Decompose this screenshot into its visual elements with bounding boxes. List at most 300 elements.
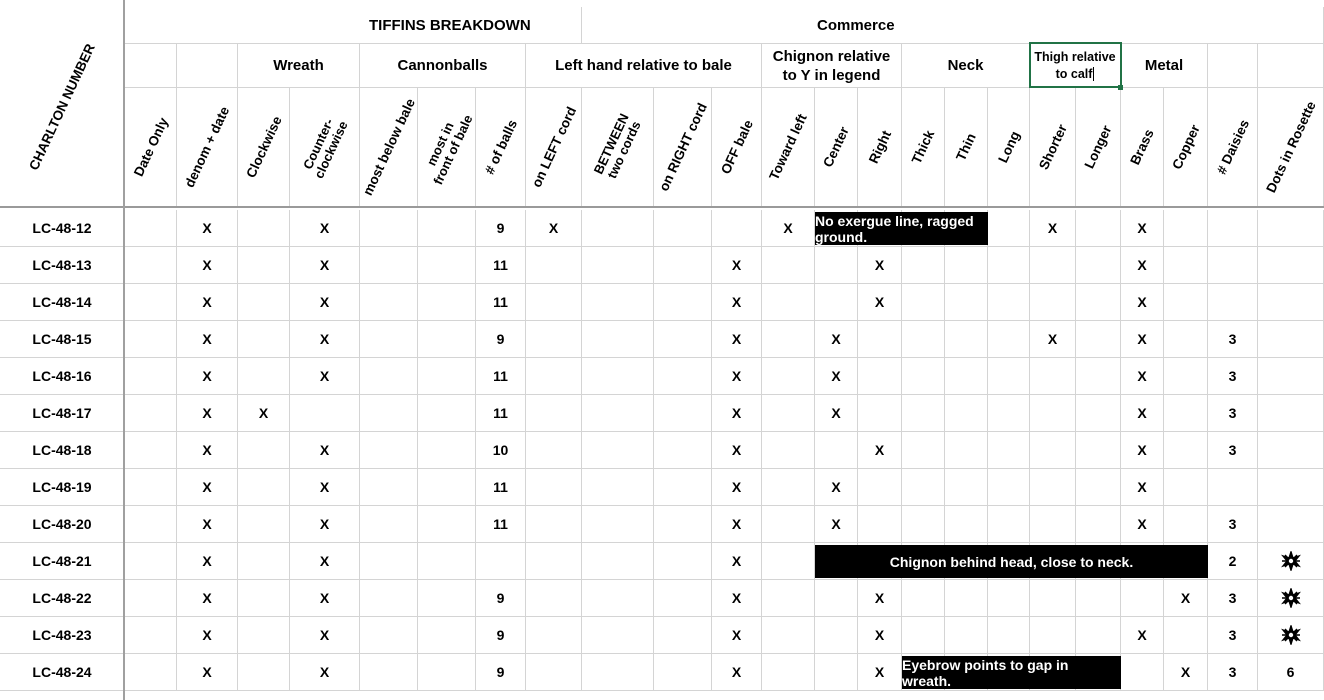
- data-cell[interactable]: [712, 247, 762, 284]
- data-cell[interactable]: [1208, 654, 1258, 691]
- data-cell[interactable]: [418, 654, 476, 691]
- data-cell[interactable]: [526, 247, 582, 284]
- data-cell[interactable]: [1208, 543, 1258, 580]
- data-cell[interactable]: [418, 432, 476, 469]
- data-cell[interactable]: [1121, 358, 1164, 395]
- data-cell[interactable]: [177, 210, 238, 247]
- data-cell[interactable]: [526, 358, 582, 395]
- data-cell[interactable]: [238, 395, 290, 432]
- data-cell[interactable]: [177, 506, 238, 543]
- data-cell[interactable]: [902, 617, 945, 654]
- column-header-8[interactable]: [582, 88, 654, 207]
- data-cell[interactable]: [526, 617, 582, 654]
- data-cell[interactable]: [712, 358, 762, 395]
- column-header-13[interactable]: [858, 88, 902, 207]
- data-cell[interactable]: [125, 469, 177, 506]
- data-cell[interactable]: [418, 247, 476, 284]
- data-cell[interactable]: [902, 247, 945, 284]
- data-cell[interactable]: [526, 432, 582, 469]
- group-header-left-hand[interactable]: [526, 44, 762, 88]
- data-cell[interactable]: [526, 284, 582, 321]
- data-cell[interactable]: [988, 506, 1030, 543]
- data-cell[interactable]: [1258, 284, 1324, 321]
- data-cell[interactable]: [238, 543, 290, 580]
- data-cell[interactable]: [582, 543, 654, 580]
- data-cell[interactable]: [1208, 580, 1258, 617]
- data-cell[interactable]: [1208, 617, 1258, 654]
- data-cell[interactable]: [762, 543, 815, 580]
- data-cell[interactable]: [1258, 654, 1324, 691]
- data-cell[interactable]: [988, 210, 1030, 247]
- data-cell[interactable]: [902, 432, 945, 469]
- data-cell[interactable]: [858, 506, 902, 543]
- data-cell[interactable]: [988, 284, 1030, 321]
- column-header-2[interactable]: [238, 88, 290, 207]
- data-cell[interactable]: [1076, 580, 1121, 617]
- data-cell[interactable]: [1208, 247, 1258, 284]
- data-cell[interactable]: [476, 210, 526, 247]
- data-cell[interactable]: [238, 654, 290, 691]
- data-cell[interactable]: [290, 432, 360, 469]
- data-cell[interactable]: [902, 506, 945, 543]
- data-cell[interactable]: [125, 654, 177, 691]
- note-box-lc4812[interactable]: [815, 212, 988, 245]
- data-cell[interactable]: [1030, 580, 1076, 617]
- data-cell[interactable]: [1208, 321, 1258, 358]
- row-id-cell[interactable]: [0, 247, 125, 284]
- data-cell[interactable]: [654, 432, 712, 469]
- data-cell[interactable]: [418, 210, 476, 247]
- data-cell[interactable]: [125, 580, 177, 617]
- data-cell[interactable]: [1121, 395, 1164, 432]
- data-cell[interactable]: [762, 506, 815, 543]
- row-id-cell[interactable]: [0, 395, 125, 432]
- data-cell[interactable]: [1076, 284, 1121, 321]
- data-cell[interactable]: [1258, 358, 1324, 395]
- data-cell[interactable]: [654, 654, 712, 691]
- data-cell[interactable]: [988, 395, 1030, 432]
- data-cell[interactable]: [360, 321, 418, 358]
- data-cell[interactable]: [902, 395, 945, 432]
- data-cell[interactable]: [1030, 432, 1076, 469]
- data-cell[interactable]: [290, 469, 360, 506]
- data-cell[interactable]: [360, 506, 418, 543]
- data-cell[interactable]: [582, 210, 654, 247]
- data-cell[interactable]: [1164, 395, 1208, 432]
- data-cell[interactable]: [360, 247, 418, 284]
- data-cell[interactable]: [582, 358, 654, 395]
- data-cell[interactable]: [654, 469, 712, 506]
- data-cell[interactable]: [238, 580, 290, 617]
- data-cell[interactable]: [945, 432, 988, 469]
- data-cell[interactable]: [582, 395, 654, 432]
- data-cell[interactable]: [360, 284, 418, 321]
- data-cell[interactable]: [858, 654, 902, 691]
- data-cell[interactable]: [712, 654, 762, 691]
- data-cell[interactable]: [290, 506, 360, 543]
- data-cell[interactable]: [902, 580, 945, 617]
- data-cell[interactable]: [418, 321, 476, 358]
- data-cell[interactable]: [762, 284, 815, 321]
- data-cell[interactable]: [360, 395, 418, 432]
- data-cell[interactable]: [125, 358, 177, 395]
- column-header-4[interactable]: [360, 88, 418, 207]
- data-cell[interactable]: [654, 247, 712, 284]
- data-cell[interactable]: [654, 580, 712, 617]
- data-cell[interactable]: [476, 432, 526, 469]
- data-cell[interactable]: [1258, 321, 1324, 358]
- data-cell[interactable]: [177, 321, 238, 358]
- data-cell[interactable]: [712, 543, 762, 580]
- data-cell[interactable]: [418, 617, 476, 654]
- data-cell[interactable]: [418, 580, 476, 617]
- data-cell[interactable]: [815, 654, 858, 691]
- data-cell[interactable]: [762, 210, 815, 247]
- data-cell[interactable]: [762, 469, 815, 506]
- data-cell[interactable]: [712, 469, 762, 506]
- data-cell[interactable]: [1164, 469, 1208, 506]
- data-cell[interactable]: [582, 284, 654, 321]
- data-cell[interactable]: [712, 506, 762, 543]
- data-cell[interactable]: [526, 210, 582, 247]
- data-cell[interactable]: [1121, 321, 1164, 358]
- data-cell[interactable]: [290, 395, 360, 432]
- data-cell[interactable]: [1121, 617, 1164, 654]
- data-cell[interactable]: [1121, 506, 1164, 543]
- data-cell[interactable]: [177, 654, 238, 691]
- data-cell[interactable]: [858, 617, 902, 654]
- data-cell[interactable]: [858, 321, 902, 358]
- data-cell[interactable]: [988, 617, 1030, 654]
- data-cell[interactable]: [476, 654, 526, 691]
- column-header-11[interactable]: [762, 88, 815, 207]
- data-cell[interactable]: [858, 358, 902, 395]
- data-cell[interactable]: [1208, 395, 1258, 432]
- group-header-metal[interactable]: [1121, 44, 1208, 88]
- column-header-20[interactable]: [1164, 88, 1208, 207]
- row-id-cell[interactable]: [0, 358, 125, 395]
- data-cell[interactable]: [858, 432, 902, 469]
- data-cell[interactable]: [815, 432, 858, 469]
- data-cell[interactable]: [238, 469, 290, 506]
- data-cell[interactable]: [476, 321, 526, 358]
- note-box-lc4824[interactable]: [902, 656, 1121, 689]
- data-cell[interactable]: [815, 469, 858, 506]
- data-cell[interactable]: [1076, 247, 1121, 284]
- data-cell[interactable]: [290, 358, 360, 395]
- data-cell[interactable]: [290, 284, 360, 321]
- column-header-19[interactable]: [1121, 88, 1164, 207]
- data-cell[interactable]: [1208, 506, 1258, 543]
- data-cell[interactable]: [238, 617, 290, 654]
- data-cell[interactable]: [476, 543, 526, 580]
- data-cell[interactable]: [654, 284, 712, 321]
- column-header-9[interactable]: [654, 88, 712, 207]
- data-cell[interactable]: [1164, 321, 1208, 358]
- data-cell[interactable]: [476, 284, 526, 321]
- data-cell[interactable]: [360, 654, 418, 691]
- data-cell[interactable]: [1121, 654, 1164, 691]
- data-cell[interactable]: [238, 321, 290, 358]
- data-cell[interactable]: [712, 432, 762, 469]
- data-cell[interactable]: [582, 469, 654, 506]
- data-cell[interactable]: [526, 506, 582, 543]
- data-cell[interactable]: [1030, 395, 1076, 432]
- data-cell[interactable]: [1030, 210, 1076, 247]
- data-cell[interactable]: [815, 506, 858, 543]
- data-cell[interactable]: [526, 321, 582, 358]
- data-cell[interactable]: [476, 395, 526, 432]
- row-id-cell[interactable]: [0, 506, 125, 543]
- data-cell[interactable]: [762, 321, 815, 358]
- data-cell[interactable]: [1030, 506, 1076, 543]
- data-cell[interactable]: [238, 210, 290, 247]
- data-cell[interactable]: [418, 284, 476, 321]
- data-cell[interactable]: [526, 469, 582, 506]
- data-cell[interactable]: [177, 469, 238, 506]
- column-header-18[interactable]: [1076, 88, 1121, 207]
- data-cell[interactable]: [858, 469, 902, 506]
- data-cell[interactable]: [582, 506, 654, 543]
- data-cell[interactable]: [1208, 469, 1258, 506]
- group-header-cannonballs[interactable]: [360, 44, 526, 88]
- column-header-17[interactable]: [1030, 88, 1076, 207]
- data-cell[interactable]: [712, 395, 762, 432]
- data-cell[interactable]: [125, 321, 177, 358]
- data-cell[interactable]: [988, 247, 1030, 284]
- data-cell[interactable]: [1208, 358, 1258, 395]
- data-cell[interactable]: [1030, 469, 1076, 506]
- data-cell[interactable]: [945, 358, 988, 395]
- data-cell[interactable]: [815, 284, 858, 321]
- data-cell[interactable]: [988, 321, 1030, 358]
- data-cell[interactable]: [1076, 395, 1121, 432]
- data-cell[interactable]: [360, 469, 418, 506]
- data-cell[interactable]: [125, 506, 177, 543]
- data-cell[interactable]: [1030, 617, 1076, 654]
- data-cell[interactable]: [654, 543, 712, 580]
- data-cell[interactable]: [418, 506, 476, 543]
- data-cell[interactable]: [712, 617, 762, 654]
- data-cell[interactable]: [1121, 210, 1164, 247]
- data-cell[interactable]: [476, 617, 526, 654]
- data-cell[interactable]: [238, 506, 290, 543]
- fill-handle[interactable]: [1118, 85, 1123, 90]
- data-cell[interactable]: [526, 543, 582, 580]
- charlton-number-header-cell[interactable]: [0, 7, 125, 207]
- data-cell[interactable]: [945, 395, 988, 432]
- data-cell[interactable]: [1258, 543, 1324, 580]
- data-cell[interactable]: [712, 580, 762, 617]
- data-cell[interactable]: [418, 469, 476, 506]
- data-cell[interactable]: [1258, 469, 1324, 506]
- data-cell[interactable]: [1076, 210, 1121, 247]
- data-cell[interactable]: [902, 469, 945, 506]
- row-id-cell[interactable]: [0, 469, 125, 506]
- row-id-cell[interactable]: [0, 654, 125, 691]
- data-cell[interactable]: [238, 284, 290, 321]
- data-cell[interactable]: [177, 617, 238, 654]
- data-cell[interactable]: [1164, 432, 1208, 469]
- group-header-wreath[interactable]: [238, 44, 360, 88]
- data-cell[interactable]: [815, 617, 858, 654]
- data-cell[interactable]: [762, 580, 815, 617]
- data-cell[interactable]: [945, 247, 988, 284]
- data-cell[interactable]: [945, 469, 988, 506]
- data-cell[interactable]: [1258, 395, 1324, 432]
- data-cell[interactable]: [582, 247, 654, 284]
- group-header-empty[interactable]: [1208, 44, 1258, 88]
- data-cell[interactable]: [125, 247, 177, 284]
- data-cell[interactable]: [1076, 321, 1121, 358]
- data-cell[interactable]: [125, 210, 177, 247]
- data-cell[interactable]: [712, 210, 762, 247]
- data-cell[interactable]: [177, 284, 238, 321]
- data-cell[interactable]: [360, 210, 418, 247]
- tiffins-breakdown-header[interactable]: [125, 7, 582, 44]
- data-cell[interactable]: [526, 395, 582, 432]
- data-cell[interactable]: [654, 617, 712, 654]
- data-cell[interactable]: [1164, 617, 1208, 654]
- data-cell[interactable]: [418, 543, 476, 580]
- data-cell[interactable]: [1164, 358, 1208, 395]
- data-cell[interactable]: [418, 358, 476, 395]
- data-cell[interactable]: [815, 358, 858, 395]
- data-cell[interactable]: [1030, 247, 1076, 284]
- data-cell[interactable]: [476, 506, 526, 543]
- column-header-6[interactable]: [476, 88, 526, 207]
- data-cell[interactable]: [582, 580, 654, 617]
- data-cell[interactable]: [360, 580, 418, 617]
- data-cell[interactable]: [654, 395, 712, 432]
- data-cell[interactable]: [762, 432, 815, 469]
- data-cell[interactable]: [815, 247, 858, 284]
- data-cell[interactable]: [582, 321, 654, 358]
- data-cell[interactable]: [945, 321, 988, 358]
- data-cell[interactable]: [858, 395, 902, 432]
- data-cell[interactable]: [988, 580, 1030, 617]
- data-cell[interactable]: [238, 358, 290, 395]
- data-cell[interactable]: [476, 358, 526, 395]
- data-cell[interactable]: [945, 580, 988, 617]
- group-header-empty[interactable]: [177, 44, 238, 88]
- data-cell[interactable]: [290, 210, 360, 247]
- column-header-21[interactable]: [1208, 88, 1258, 207]
- group-header-neck[interactable]: [902, 44, 1030, 88]
- data-cell[interactable]: [1164, 654, 1208, 691]
- row-id-cell[interactable]: [0, 284, 125, 321]
- row-id-cell[interactable]: [0, 543, 125, 580]
- data-cell[interactable]: [902, 358, 945, 395]
- data-cell[interactable]: [238, 432, 290, 469]
- data-cell[interactable]: [582, 617, 654, 654]
- data-cell[interactable]: [125, 284, 177, 321]
- data-cell[interactable]: [1258, 617, 1324, 654]
- data-cell[interactable]: [1208, 210, 1258, 247]
- data-cell[interactable]: [177, 432, 238, 469]
- data-cell[interactable]: [762, 395, 815, 432]
- data-cell[interactable]: [177, 247, 238, 284]
- data-cell[interactable]: [290, 617, 360, 654]
- data-cell[interactable]: [1030, 284, 1076, 321]
- data-cell[interactable]: [360, 543, 418, 580]
- row-id-cell[interactable]: [0, 321, 125, 358]
- commerce-header[interactable]: [582, 7, 1324, 44]
- data-cell[interactable]: [1121, 580, 1164, 617]
- data-cell[interactable]: [858, 247, 902, 284]
- data-cell[interactable]: [1164, 210, 1208, 247]
- data-cell[interactable]: [476, 247, 526, 284]
- data-cell[interactable]: [1076, 617, 1121, 654]
- data-cell[interactable]: [177, 580, 238, 617]
- data-cell[interactable]: [988, 358, 1030, 395]
- data-cell[interactable]: [988, 432, 1030, 469]
- row-id-cell[interactable]: [0, 580, 125, 617]
- data-cell[interactable]: [1076, 506, 1121, 543]
- data-cell[interactable]: [762, 358, 815, 395]
- group-header-empty[interactable]: [125, 44, 177, 88]
- data-cell[interactable]: [1258, 247, 1324, 284]
- data-cell[interactable]: [476, 469, 526, 506]
- data-cell[interactable]: [858, 284, 902, 321]
- data-cell[interactable]: [1121, 284, 1164, 321]
- column-header-1[interactable]: [177, 88, 238, 207]
- data-cell[interactable]: [177, 358, 238, 395]
- data-cell[interactable]: [712, 284, 762, 321]
- data-cell[interactable]: [177, 543, 238, 580]
- data-cell[interactable]: [1258, 580, 1324, 617]
- data-cell[interactable]: [1208, 284, 1258, 321]
- column-header-7[interactable]: [526, 88, 582, 207]
- data-cell[interactable]: [125, 395, 177, 432]
- data-cell[interactable]: [526, 654, 582, 691]
- data-cell[interactable]: [762, 247, 815, 284]
- data-cell[interactable]: [125, 432, 177, 469]
- data-cell[interactable]: [988, 469, 1030, 506]
- row-id-cell[interactable]: [0, 432, 125, 469]
- data-cell[interactable]: [290, 543, 360, 580]
- data-cell[interactable]: [1258, 506, 1324, 543]
- data-cell[interactable]: [360, 358, 418, 395]
- data-cell[interactable]: [1208, 432, 1258, 469]
- data-cell[interactable]: [476, 580, 526, 617]
- data-cell[interactable]: [654, 321, 712, 358]
- data-cell[interactable]: [418, 395, 476, 432]
- data-cell[interactable]: [1164, 580, 1208, 617]
- column-header-14[interactable]: [902, 88, 945, 207]
- data-cell[interactable]: [815, 321, 858, 358]
- data-cell[interactable]: [1164, 247, 1208, 284]
- group-header-empty[interactable]: [1258, 44, 1324, 88]
- data-cell[interactable]: [290, 654, 360, 691]
- group-header-chignon[interactable]: [762, 44, 902, 88]
- data-cell[interactable]: [858, 580, 902, 617]
- data-cell[interactable]: [582, 654, 654, 691]
- data-cell[interactable]: [360, 432, 418, 469]
- column-header-12[interactable]: [815, 88, 858, 207]
- data-cell[interactable]: [290, 321, 360, 358]
- data-cell[interactable]: [1121, 247, 1164, 284]
- data-cell[interactable]: [1164, 506, 1208, 543]
- data-cell[interactable]: [177, 395, 238, 432]
- data-cell[interactable]: [582, 432, 654, 469]
- data-cell[interactable]: [1258, 210, 1324, 247]
- column-header-3[interactable]: [290, 88, 360, 207]
- data-cell[interactable]: [1030, 358, 1076, 395]
- data-cell[interactable]: [125, 617, 177, 654]
- data-cell[interactable]: [654, 358, 712, 395]
- row-id-cell[interactable]: [0, 617, 125, 654]
